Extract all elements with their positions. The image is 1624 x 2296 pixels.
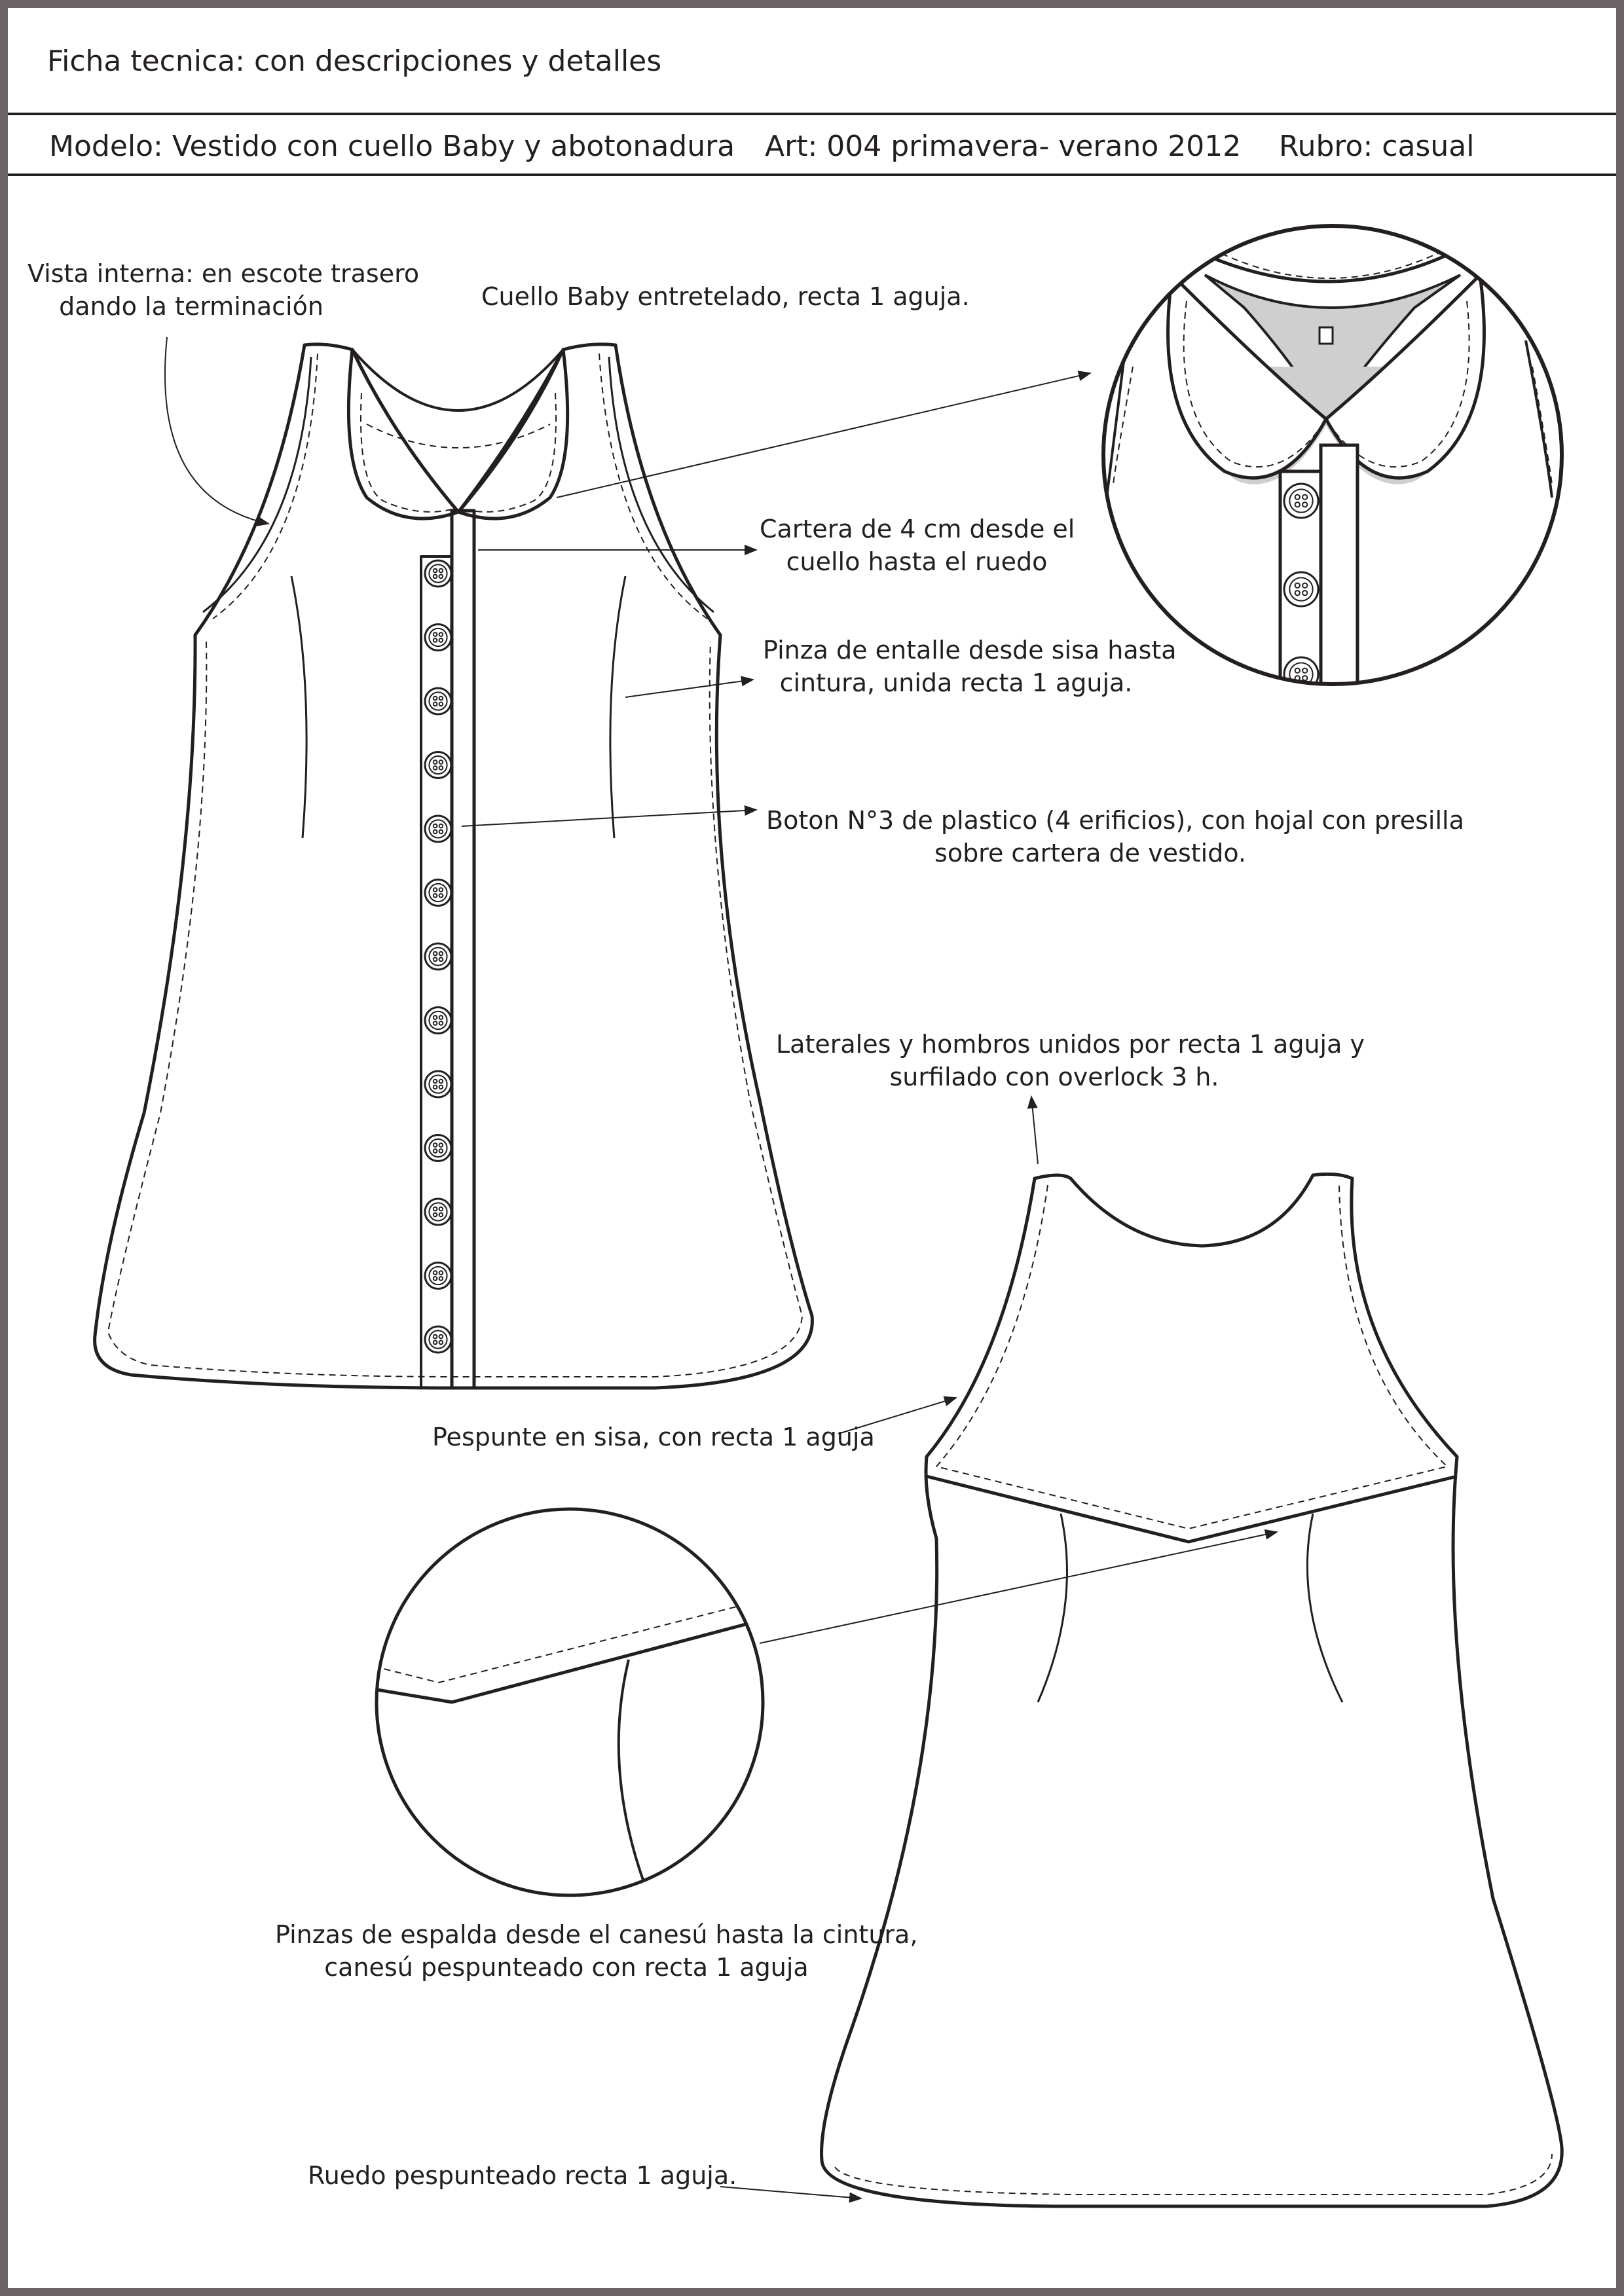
zoom-neck-edge [1192, 249, 1460, 282]
button-icon [425, 1071, 451, 1097]
note-boton: Boton N°3 de plastico (4 erificios), con hojal con presilla sobre cartera de vestido. [766, 806, 1464, 867]
note-vista-interna: Vista interna: en escote trasero dando la terminación [28, 259, 420, 321]
button-icon [425, 943, 451, 970]
collar-detail-zoom [1103, 226, 1562, 707]
back-dart [1307, 1514, 1342, 1702]
button-icon [425, 752, 451, 778]
yoke-detail-zoom [373, 1509, 773, 1895]
note-pespunte-sisa: Pespunte en sisa, con recta 1 aguja [432, 1423, 875, 1451]
button-icon [1284, 572, 1318, 606]
bust-dart [610, 576, 625, 838]
button-icon [425, 1135, 451, 1161]
zoom-circle-bottom [377, 1509, 763, 1895]
back-dress-outline [822, 1174, 1562, 2206]
collar-left [348, 350, 458, 519]
button-icon [425, 1199, 451, 1225]
leader-laterales [1031, 1097, 1038, 1164]
button-icon [425, 625, 451, 651]
button-icon [425, 560, 451, 587]
leader-pinza [625, 680, 753, 697]
button-icon [425, 816, 451, 842]
button-icon [1284, 484, 1318, 518]
note-laterales: Laterales y hombros unidos por recta 1 aguja y surfilado con overlock 3 h. [776, 1030, 1365, 1091]
back-dress [822, 1174, 1562, 2206]
button-icon [1284, 657, 1318, 691]
leader-vista-interna [165, 337, 268, 524]
stitch-line [835, 1185, 1552, 2195]
front-placket-band [452, 511, 474, 1388]
zoom-dart [619, 1660, 645, 1886]
leader-ruedo [720, 2187, 861, 2198]
note-cartera: Cartera de 4 cm desde el cuello hasta el ruedo [760, 515, 1075, 576]
bust-dart [291, 576, 306, 838]
zoom-placket-band [1321, 445, 1357, 707]
front-buttons [425, 560, 451, 1353]
sheet-title: Ficha tecnica: con descripciones y detalles [47, 45, 662, 78]
button-icon [425, 688, 451, 714]
leader-cuello [557, 373, 1090, 498]
button-icon [425, 1008, 451, 1034]
model-name: Modelo: Vestido con cuello Baby y abotonadura [49, 130, 735, 163]
article-number: Art: 004 primavera- verano 2012 [765, 130, 1242, 163]
button-icon [425, 1263, 451, 1289]
back-dart [1038, 1514, 1067, 1702]
note-pinza-entalle: Pinza de entalle desde sisa hasta cintura, unida recta 1 aguja. [763, 636, 1177, 697]
back-yoke-seam [927, 1476, 1457, 1542]
leader-boton [462, 810, 756, 826]
zoom-yoke-seam [373, 1617, 773, 1702]
note-pinzas-espalda: Pinzas de espalda desde el canesú hasta la cintura, canesú pespunteado con recta 1 aguja [275, 1920, 918, 1982]
category: Rubro: casual [1279, 130, 1475, 163]
button-icon [425, 1326, 451, 1353]
note-ruedo: Ruedo pespunteado recta 1 aguja. [308, 2161, 737, 2190]
button-icon [425, 880, 451, 906]
leader-pinzas-espalda [760, 1532, 1277, 1643]
zoom-label-tab [1320, 327, 1333, 344]
note-cuello-baby: Cuello Baby entretelado, recta 1 aguja. [481, 282, 970, 311]
front-neckline [352, 350, 563, 410]
front-dress [95, 344, 813, 1388]
